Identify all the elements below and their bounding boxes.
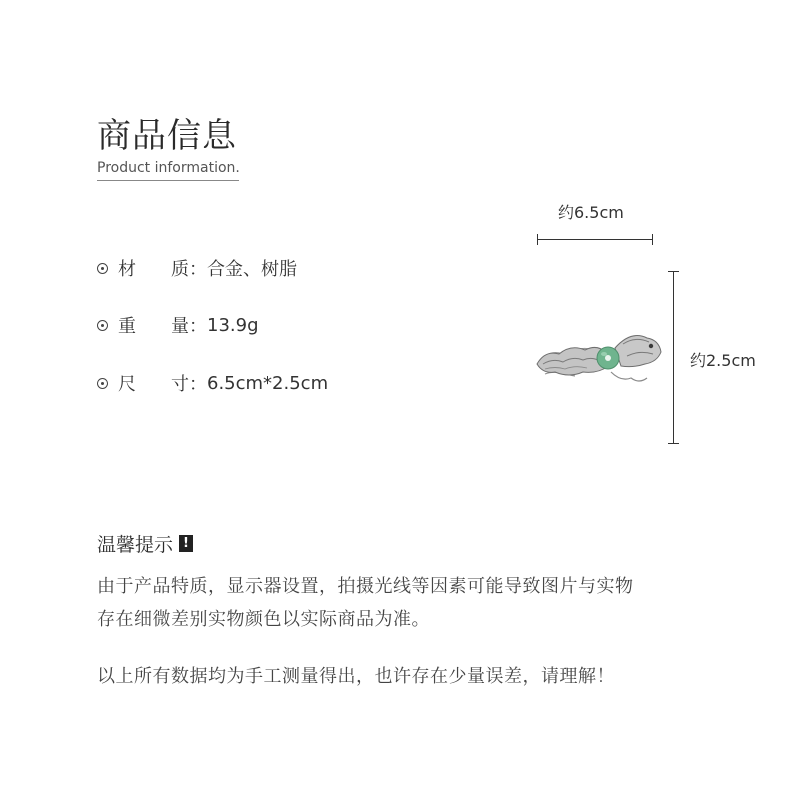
width-dimension-cap-right — [652, 234, 653, 245]
spec-key: 重 — [118, 316, 136, 337]
spec-row-material — [97, 255, 297, 281]
subtitle-underline — [97, 180, 239, 181]
page-subtitle: Product information. — [97, 160, 240, 176]
notice-title — [97, 530, 193, 557]
spec-key-suffix: 寸： — [171, 374, 207, 395]
exclamation-icon: ! — [179, 535, 193, 552]
notice-line-2: 存在细微差别实物颜色以实际商品为准。 — [97, 609, 430, 630]
bullet-icon — [97, 263, 108, 274]
spec-value: 13.9g — [207, 314, 259, 336]
spec-row-weight — [97, 312, 259, 338]
width-dimension-line — [537, 239, 652, 240]
height-dimension-cap-top — [668, 271, 679, 272]
height-dimension-line — [673, 271, 674, 443]
spec-value: 6.5cm*2.5cm — [207, 372, 329, 394]
width-dimension-cap-left — [537, 234, 538, 245]
notice-title-text: 温馨提示 — [97, 534, 174, 556]
height-dimension-cap-bottom — [668, 443, 679, 444]
spec-value: 合金、树脂 — [207, 259, 297, 280]
width-dimension-label: 约6.5cm — [558, 203, 624, 222]
spec-key-suffix: 量： — [171, 316, 207, 337]
spec-key: 材 — [118, 259, 136, 280]
dragon-jade-brooch-image — [535, 322, 665, 392]
bullet-icon — [97, 378, 108, 389]
spec-key-suffix: 质： — [171, 259, 207, 280]
spec-row-size — [97, 370, 328, 396]
spec-key: 尺 — [118, 374, 136, 395]
bullet-icon — [97, 320, 108, 331]
notice-line-1: 由于产品特质，显示器设置，拍摄光线等因素可能导致图片与实物 — [97, 576, 634, 597]
notice-line-3: 以上所有数据均为手工测量得出，也许存在少量误差，请理解！ — [97, 666, 615, 687]
page-title: 商品信息 — [97, 116, 237, 156]
height-dimension-label: 约2.5cm — [690, 351, 756, 370]
